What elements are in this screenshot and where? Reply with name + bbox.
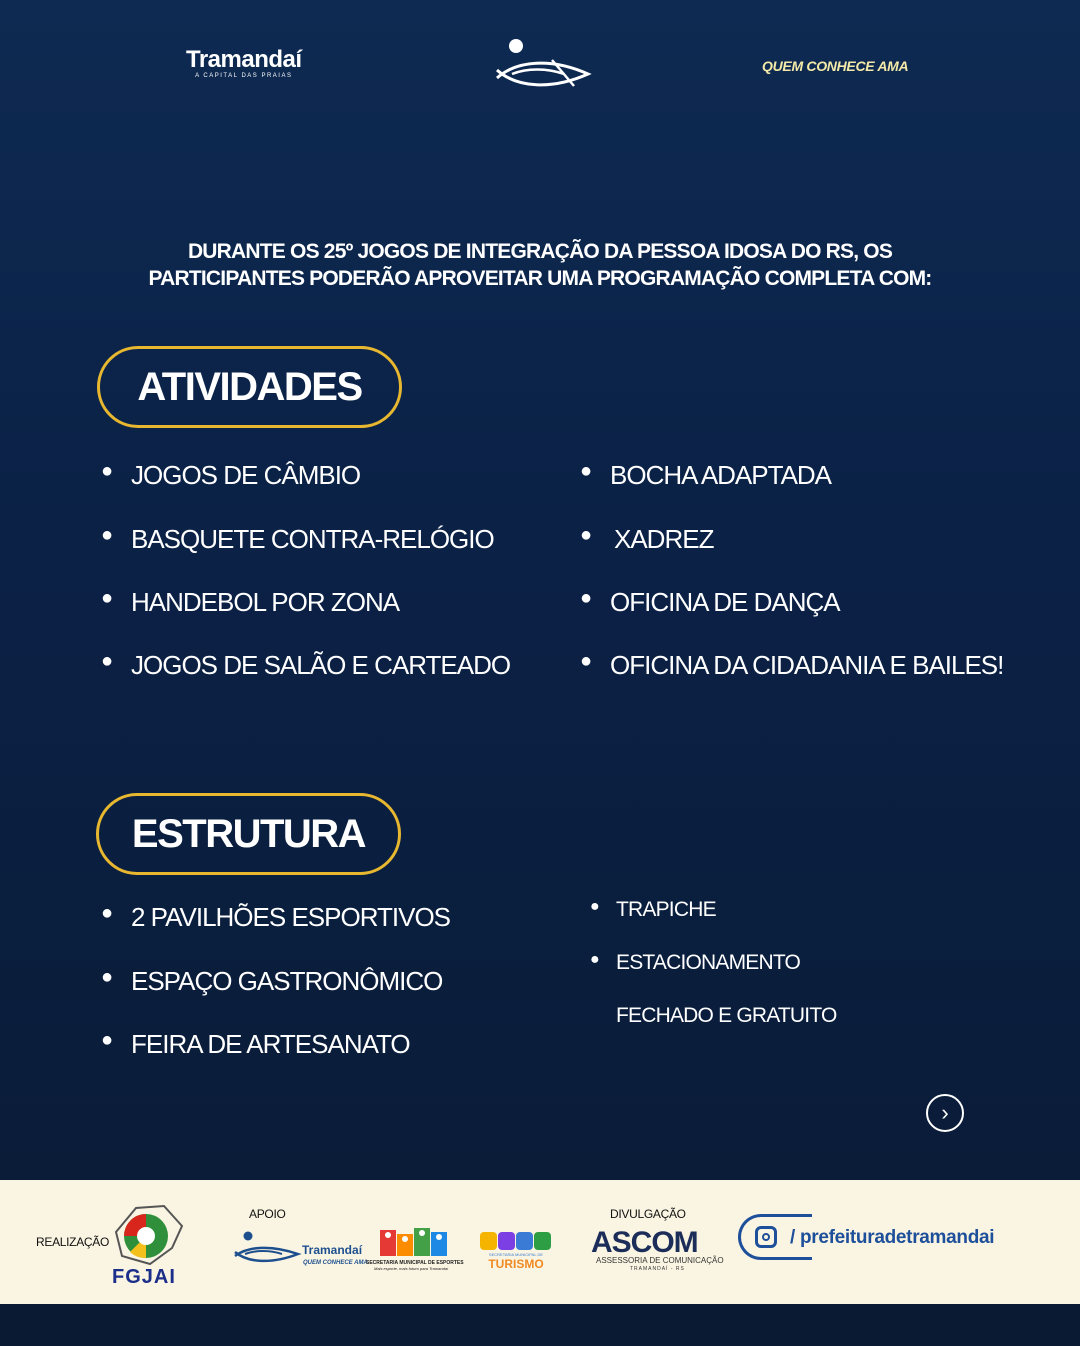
secretaria-esportes-logo: [364, 1226, 468, 1272]
list-item: ● FEIRA DE ARTESANATO: [101, 1029, 410, 1059]
list-item: ● BOCHA ADAPTADA: [580, 460, 832, 490]
bullet-icon: ●: [580, 524, 592, 546]
brand-subtitle: A CAPITAL DAS PRAIAS: [195, 73, 293, 79]
realizacao-label: REALIZAÇÃO: [36, 1235, 110, 1249]
bullet-icon: ●: [101, 966, 113, 988]
tramandai-small-slogan: QUEM CONHECE AMA: [303, 1260, 368, 1266]
sec-esportes-label: SECRETARIA MUNICIPAL DE ESPORTES: [366, 1260, 464, 1266]
slogan: QUEM CONHECE AMA: [762, 58, 909, 74]
tramandai-small-label: Tramandaí: [302, 1243, 363, 1257]
list-item: ● 2 PAVILHÕES ESPORTIVOS: [101, 902, 451, 932]
brand-name: Tramandaí: [186, 46, 302, 73]
list-item: ● OFICINA DA CIDADANIA E BAILES!: [580, 650, 1004, 680]
intro-line-1: DURANTE OS 25º JOGOS DE INTEGRAÇÃO DA PESSOA IDOSA DO RS, OS: [187, 240, 893, 263]
list-item: ● BASQUETE CONTRA-RELÓGIO: [101, 524, 494, 554]
section-title-estrutura: ESTRUTURA: [96, 793, 401, 875]
bullet-icon: ●: [101, 650, 113, 672]
list-item: ● XADREZ: [580, 524, 714, 554]
list-item: ● HANDEBOL POR ZONA: [101, 587, 400, 617]
fgjai-label: FGJAI: [112, 1266, 176, 1288]
list-item: ● ESPAÇO GASTRONÔMICO: [101, 966, 443, 996]
intro-line-2: PARTICIPANTES PODERÃO APROVEITAR UMA PROGRAMAÇÃO COMPLETA COM:: [148, 267, 932, 290]
list-item: ● JOGOS DE SALÃO E CARTEADO: [101, 650, 511, 680]
bullet-icon: ●: [580, 650, 592, 672]
bullet-icon: ●: [580, 460, 592, 482]
sec-turismo-name: TURISMO: [488, 1257, 544, 1271]
list-item: ● OFICINA DE DANÇA: [580, 587, 840, 617]
fgjai-logo-icon: [106, 1202, 186, 1268]
list-item: ● TRAPICHE: [590, 898, 716, 921]
ascom-subtitle: ASSESSORIA DE COMUNICAÇÃO: [596, 1256, 724, 1265]
tourism-icons: [480, 1230, 552, 1252]
sec-turismo-label: SECRETARIA MUNICIPAL DE: [488, 1252, 544, 1257]
header: [0, 30, 1080, 110]
bullet-icon: ●: [101, 902, 113, 924]
divulgacao-label: DIVULGAÇÃO: [610, 1207, 686, 1221]
instagram-handle[interactable]: / prefeituradetramandai: [790, 1227, 995, 1248]
chevron-right-icon: ›: [941, 1100, 949, 1125]
bullet-icon: ●: [101, 1029, 113, 1051]
bullet-icon: ●: [101, 460, 113, 482]
bullet-icon: ●: [590, 898, 599, 915]
instagram-icon: [755, 1226, 777, 1248]
list-item: ● ESTACIONAMENTO: [590, 951, 801, 974]
apoio-label: APOIO: [249, 1207, 286, 1221]
tramandai-logo: [186, 48, 302, 80]
bullet-icon: ●: [590, 951, 599, 968]
bottom-bar: [0, 1304, 1080, 1346]
sports-figures-icon: [364, 1226, 468, 1258]
next-arrow-button[interactable]: [926, 1094, 964, 1132]
secretaria-turismo-logo: [480, 1230, 552, 1270]
footer: [0, 1180, 1080, 1304]
bullet-icon: ●: [580, 587, 592, 609]
fish-icon: [492, 34, 592, 94]
list-item-continuation: FECHADO E GRATUITO: [616, 1004, 837, 1027]
tramandai-fish-icon: [232, 1230, 302, 1270]
ascom-city: TRAMANDAÍ - RS: [630, 1266, 685, 1272]
list-item: ● JOGOS DE CÂMBIO: [101, 460, 361, 490]
intro-text: [60, 238, 1020, 292]
bullet-icon: ●: [101, 587, 113, 609]
bullet-icon: ●: [101, 524, 113, 546]
ascom-logo: ASCOM: [591, 1226, 698, 1259]
section-title-atividades: ATIVIDADES: [97, 346, 402, 428]
sec-esportes-sub: Mais esporte, mais futuro para Tramandaí: [374, 1266, 449, 1271]
